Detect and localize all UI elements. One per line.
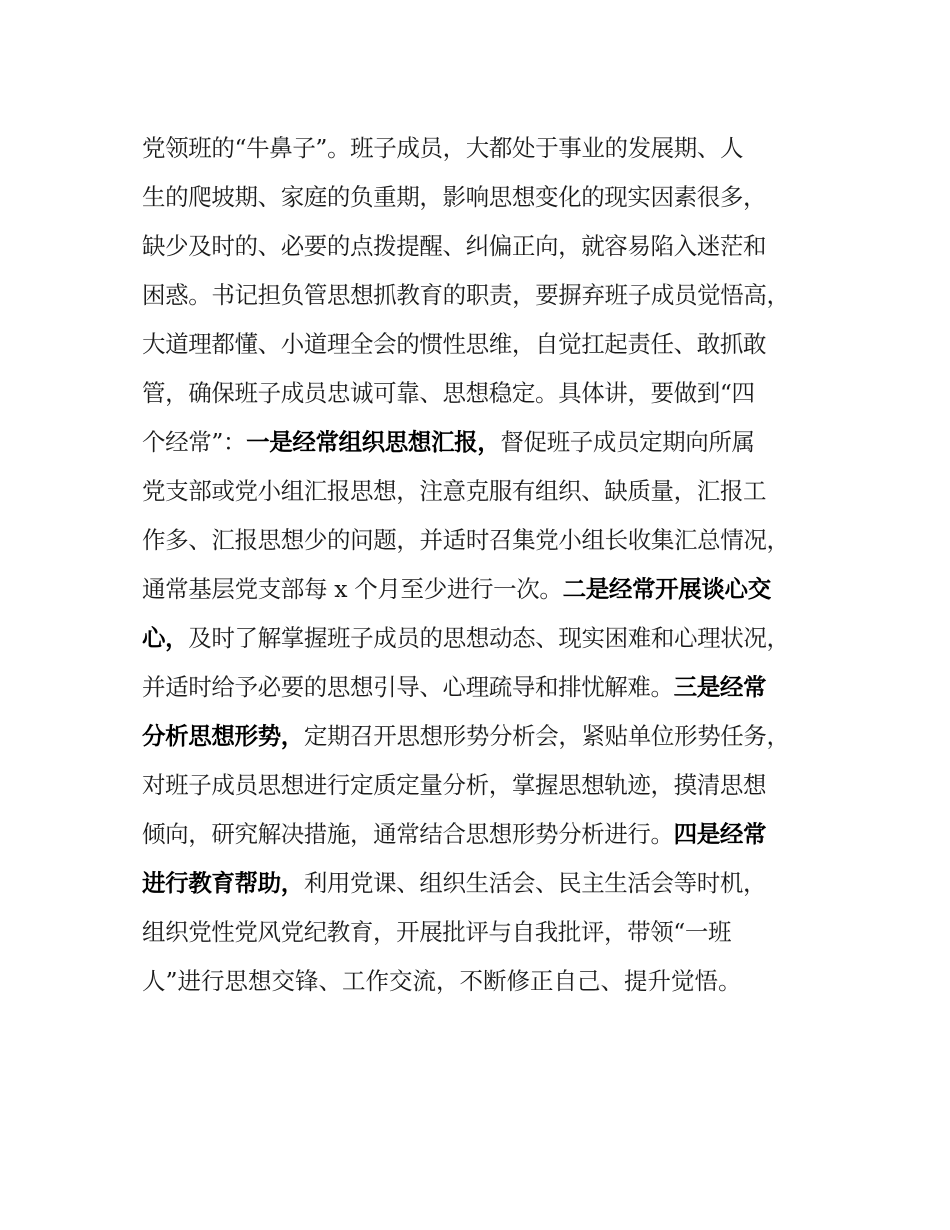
text-line (142, 810, 842, 859)
text-run: 困惑。书记担负管思想抓教育的职责，要摒弃班子成员觉悟高， (142, 281, 790, 309)
text-line (142, 565, 842, 614)
text-line (142, 761, 842, 810)
bold-text-run: 进行教育帮助， (142, 869, 304, 897)
bold-text-run: 三是经常 (673, 673, 767, 701)
bold-text-run: 分析思想形势， (142, 722, 304, 750)
text-line (142, 614, 842, 663)
text-run: 定期召开思想形势分析会，紧贴单位形势任务， (303, 722, 790, 750)
text-run: 人”进行思想交锋、工作交流，不断修正自己、提升觉悟。 (142, 967, 742, 995)
text-line (142, 124, 842, 173)
text-run: 作多、汇报思想少的问题，并适时召集党小组长收集汇总情况， (142, 526, 790, 554)
text-line (142, 908, 842, 957)
text-run: 党支部或党小组汇报思想，注意克服有组织、缺质量，汇报工 (142, 477, 767, 505)
text-run: 利用党课、组织生活会、民主生活会等时机， (303, 869, 767, 897)
text-run: 及时了解掌握班子成员的思想动态、现实困难和心理状况， (188, 624, 790, 652)
text-line (142, 320, 842, 369)
text-run: 并适时给予必要的思想引导、心理疏导和排忧解难。 (142, 673, 674, 701)
text-line (142, 957, 842, 1006)
text-line (142, 663, 842, 712)
text-line (142, 173, 842, 222)
text-run: 个经常”： (142, 428, 247, 456)
text-line (142, 859, 842, 908)
text-run: 缺少及时的、必要的点拨提醒、纠偏正向，就容易陷入迷茫和 (142, 232, 767, 260)
text-run: 党领班的“牛鼻子”。班子成员，大都处于事业的发展期、人 (142, 134, 744, 162)
text-line (142, 516, 842, 565)
text-run: 对班子成员思想进行定质定量分析，掌握思想轨迹，摸清思想 (142, 771, 767, 799)
text-line (142, 418, 842, 467)
body-paragraph (142, 124, 842, 1006)
bold-text-run: 一是经常组织思想汇报， (246, 428, 501, 456)
text-run: 管，确保班子成员忠诚可靠、思想稳定。具体讲，要做到“四 (142, 379, 755, 407)
text-line (142, 712, 842, 761)
bold-text-run: 二是经常开展谈心交 (562, 575, 771, 603)
text-run: 通常基层党支部每 x 个月至少进行一次。 (142, 575, 563, 603)
text-run: 大道理都懂、小道理全会的惯性思维，自觉扛起责任、敢抓敢 (142, 330, 767, 358)
text-line (142, 467, 842, 516)
text-line (142, 222, 842, 271)
text-run: 督促班子成员定期向所属 (500, 428, 755, 456)
text-run: 生的爬坡期、家庭的负重期，影响思想变化的现实因素很多， (142, 183, 767, 211)
text-run: 组织党性党风党纪教育，开展批评与自我批评，带领“一班 (142, 918, 732, 946)
text-run: 倾向，研究解决措施，通常结合思想形势分析进行。 (142, 820, 674, 848)
text-line (142, 271, 842, 320)
text-line (142, 369, 842, 418)
bold-text-run: 心， (142, 624, 189, 652)
bold-text-run: 四是经常 (673, 820, 767, 848)
